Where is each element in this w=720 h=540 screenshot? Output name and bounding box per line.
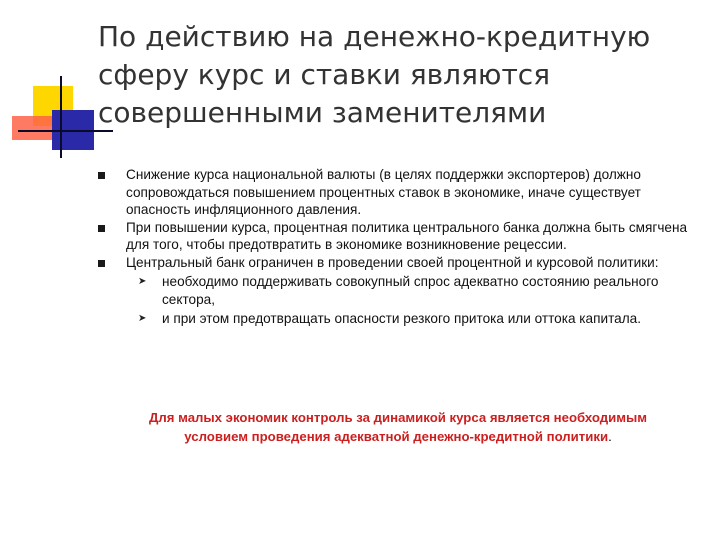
- bullet-item: [96, 219, 700, 254]
- sub-bullet-item: [126, 273, 700, 308]
- bullet-text: Центральный банк ограничен в проведении своей процентной и курсовой политики:: [126, 254, 659, 270]
- bullet-item: [96, 254, 700, 328]
- bullet-list: [96, 166, 700, 328]
- square-bullet-icon: [98, 172, 105, 179]
- conclusion-note: [128, 408, 668, 446]
- slide-content: [96, 166, 700, 330]
- conclusion-note-text: Для малых экономик контроль за динамикой курса является необходимым условием проведения адекватной денежно-кредитной политики: [149, 410, 647, 444]
- slide-title: По действию на денежно-кредитную сферу курс и ставки являются совершенными заменителями: [98, 20, 651, 129]
- bullet-item: [96, 166, 700, 219]
- square-bullet-icon: [98, 225, 105, 232]
- sub-bullet-list: [126, 273, 700, 328]
- sub-bullet-item: [126, 310, 700, 328]
- arrow-bullet-icon: ➤: [138, 276, 147, 287]
- bullet-text: Снижение курса национальной валюты (в целях поддержки экспортеров) должно сопровождаться повышением процентных ставок в экономике, иначе существует опасность инфляционного давления.: [126, 167, 641, 217]
- decor-red-square: [12, 116, 52, 140]
- bullet-text: При повышении курса, процентная политика центрального банка должна быть смягчена для того, чтобы предотвратить в экономике возникновение рецессии.: [126, 219, 688, 252]
- decor-vertical-line: [60, 76, 62, 158]
- arrow-bullet-icon: ➤: [138, 313, 147, 324]
- sub-bullet-text: и при этом предотвращать опасности резкого притока или оттока капитала.: [162, 311, 641, 326]
- conclusion-note-period: .: [608, 429, 612, 444]
- sub-bullet-text: необходимо поддерживать совокупный спрос адекватно состоянию реального сектора,: [162, 274, 659, 307]
- square-bullet-icon: [98, 260, 105, 267]
